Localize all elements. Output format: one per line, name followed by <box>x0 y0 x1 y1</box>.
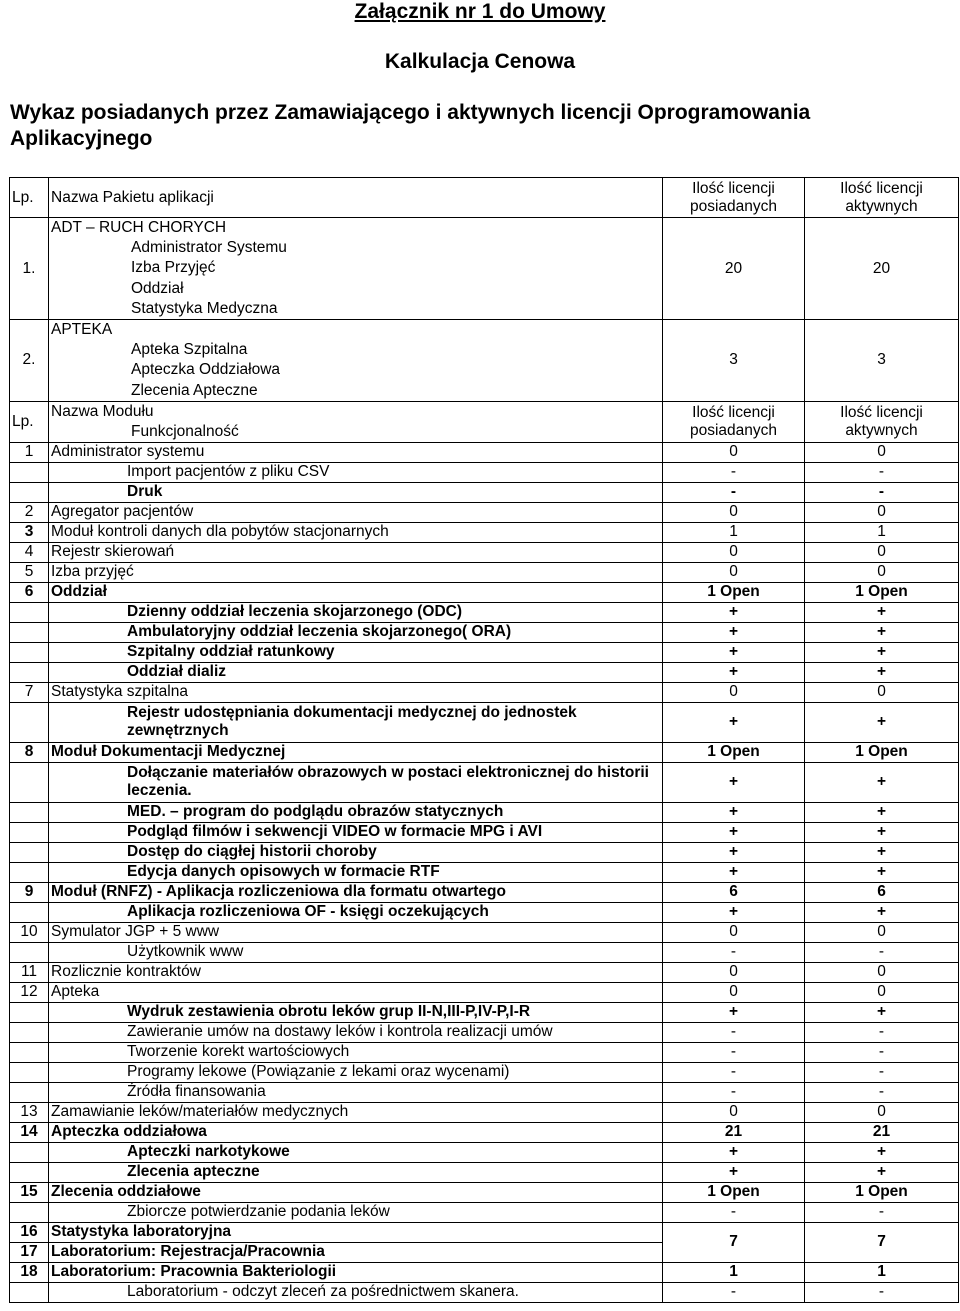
table-row <box>10 462 959 482</box>
package-row <box>10 320 959 402</box>
table-row <box>10 522 959 542</box>
owned-count: - <box>663 1062 805 1082</box>
active-count: 21 <box>805 1122 959 1142</box>
row-lp: 14 <box>10 1122 49 1142</box>
row-lp: 15 <box>10 1182 49 1202</box>
table-row <box>10 622 959 642</box>
section-heading: Wykaz posiadanych przez Zamawiającego i aktywnych licencji Oprogramowania Aplikacyjnego <box>10 101 811 150</box>
table-row <box>10 1142 959 1162</box>
table-row <box>10 542 959 562</box>
row-lp: 16 <box>10 1222 49 1242</box>
owned-count: + <box>663 862 805 882</box>
owned-count: + <box>663 1142 805 1162</box>
module-name: Statystyka szpitalna <box>49 682 663 702</box>
active-count: 0 <box>805 982 959 1002</box>
table-row <box>10 562 959 582</box>
row-lp: 3 <box>10 522 49 542</box>
functionality-name: Szpitalny oddział ratunkowy <box>49 642 663 662</box>
table-row <box>10 942 959 962</box>
owned-count: 0 <box>663 442 805 462</box>
table-row <box>10 442 959 462</box>
package-name: ADT – RUCH CHORYCH <box>51 219 227 236</box>
owned-count: 0 <box>663 562 805 582</box>
active-count: 6 <box>805 882 959 902</box>
row-lp <box>10 662 49 682</box>
owned-count: - <box>663 1082 805 1102</box>
row-lp <box>10 1022 49 1042</box>
functionality-name: Programy lekowe (Powiązanie z lekami oraz wycenami) <box>49 1062 663 1082</box>
active-count: + <box>805 762 959 802</box>
header-active: Ilość licencji aktywnych <box>805 401 959 442</box>
row-lp: 7 <box>10 682 49 702</box>
owned-count: - <box>663 1042 805 1062</box>
table-row <box>10 582 959 602</box>
table-row <box>10 1062 959 1082</box>
functionality-name: Import pacjentów z pliku CSV <box>49 462 663 482</box>
table-row <box>10 1202 959 1222</box>
active-count: + <box>805 842 959 862</box>
module-name: Administrator systemu <box>49 442 663 462</box>
table-row <box>10 1082 959 1102</box>
owned-count: - <box>663 462 805 482</box>
package-item: Oddział <box>131 279 184 297</box>
functionality-name: Zawieranie umów na dostawy leków i kontrola realizacji umów <box>49 1022 663 1042</box>
module-name: Symulator JGP + 5 www <box>49 922 663 942</box>
active-count: 1 Open <box>805 742 959 762</box>
module-name: Apteczka oddziałowa <box>49 1122 663 1142</box>
owned-count: + <box>663 662 805 682</box>
row-lp <box>10 1082 49 1102</box>
active-count: 1 <box>805 522 959 542</box>
owned-count: + <box>663 602 805 622</box>
table-row <box>10 482 959 502</box>
module-name: Apteka <box>49 982 663 1002</box>
row-lp: 8 <box>10 742 49 762</box>
package-active: 3 <box>805 320 959 402</box>
active-count: + <box>805 862 959 882</box>
row-lp: 1 <box>10 442 49 462</box>
row-lp <box>10 602 49 622</box>
row-lp <box>10 702 49 742</box>
module-name: Zamawianie leków/materiałów medycznych <box>49 1102 663 1122</box>
table-row <box>10 842 959 862</box>
owned-count: - <box>663 1202 805 1222</box>
module-name: Statystyka laboratoryjna <box>49 1222 663 1242</box>
active-count: + <box>805 1002 959 1022</box>
row-lp <box>10 1062 49 1082</box>
owned-count: 0 <box>663 682 805 702</box>
table-row <box>10 902 959 922</box>
owned-count: 0 <box>663 1102 805 1122</box>
active-count: 0 <box>805 562 959 582</box>
owned-count: + <box>663 822 805 842</box>
header-lp: Lp. <box>10 401 49 442</box>
owned-count: 0 <box>663 922 805 942</box>
active-count: + <box>805 1142 959 1162</box>
active-count: + <box>805 902 959 922</box>
active-count: - <box>805 482 959 502</box>
row-lp <box>10 642 49 662</box>
functionality-name: Użytkownik www <box>49 942 663 962</box>
header-package-name: Nazwa Pakietu aplikacji <box>49 178 663 218</box>
package-item: Apteka Szpitalna <box>131 341 248 359</box>
package-name-cell <box>49 320 663 402</box>
owned-count: + <box>663 842 805 862</box>
package-lp: 2. <box>10 320 49 402</box>
table-row <box>10 1042 959 1062</box>
functionality-name: Edycja danych opisowych w formacie RTF <box>49 862 663 882</box>
row-lp: 4 <box>10 542 49 562</box>
package-row <box>10 218 959 320</box>
table-row <box>10 702 959 742</box>
active-count: 0 <box>805 1102 959 1122</box>
module-header-row <box>10 401 959 442</box>
header-module-cell <box>49 401 663 442</box>
active-count: 0 <box>805 502 959 522</box>
package-name-cell <box>49 218 663 320</box>
module-name: Rejestr skierowań <box>49 542 663 562</box>
table-row <box>10 1222 959 1242</box>
header-functionality: Funkcjonalność <box>131 422 239 440</box>
table-row <box>10 802 959 822</box>
owned-count: + <box>663 762 805 802</box>
active-count: + <box>805 662 959 682</box>
table-row <box>10 1122 959 1142</box>
row-lp: 5 <box>10 562 49 582</box>
row-lp <box>10 1202 49 1222</box>
owned-count: 1 Open <box>663 1182 805 1202</box>
package-lp: 1. <box>10 218 49 320</box>
functionality-name: Apteczki narkotykowe <box>49 1142 663 1162</box>
row-lp <box>10 622 49 642</box>
table-row <box>10 642 959 662</box>
owned-count: + <box>663 702 805 742</box>
active-count: 1 Open <box>805 582 959 602</box>
owned-count: 1 Open <box>663 582 805 602</box>
module-name: Oddział <box>49 582 663 602</box>
header-owned: Ilość licencji posiadanych <box>663 401 805 442</box>
active-count: 0 <box>805 442 959 462</box>
active-count: 0 <box>805 962 959 982</box>
row-lp: 9 <box>10 882 49 902</box>
active-count: - <box>805 1202 959 1222</box>
active-count: + <box>805 1162 959 1182</box>
row-lp: 18 <box>10 1262 49 1282</box>
package-owned: 3 <box>663 320 805 402</box>
row-lp <box>10 802 49 822</box>
row-lp <box>10 1162 49 1182</box>
package-item: Administrator Systemu <box>131 239 287 257</box>
row-lp <box>10 1042 49 1062</box>
owned-count: 7 <box>663 1222 805 1262</box>
table-row <box>10 762 959 802</box>
document-subtitle: Kalkulacja Cenowa <box>384 50 576 73</box>
module-name: Izba przyjęć <box>49 562 663 582</box>
owned-count: + <box>663 1162 805 1182</box>
owned-count: + <box>663 902 805 922</box>
owned-count: 0 <box>663 542 805 562</box>
functionality-name: Zbiorcze potwierdzanie podania leków <box>49 1202 663 1222</box>
header-active: Ilość licencji aktywnych <box>805 178 959 218</box>
functionality-name: Druk <box>49 482 663 502</box>
owned-count: 1 <box>663 522 805 542</box>
functionality-name: Źródła finansowania <box>49 1082 663 1102</box>
table-row <box>10 1022 959 1042</box>
owned-count: 0 <box>663 502 805 522</box>
owned-count: + <box>663 642 805 662</box>
active-count: + <box>805 622 959 642</box>
table-row <box>10 1002 959 1022</box>
module-name: Moduł kontroli danych dla pobytów stacjonarnych <box>49 522 663 542</box>
functionality-name: Tworzenie korekt wartościowych <box>49 1042 663 1062</box>
row-lp <box>10 462 49 482</box>
module-name: Rozlicznie kontraktów <box>49 962 663 982</box>
row-lp: 17 <box>10 1242 49 1262</box>
table-row <box>10 1182 959 1202</box>
package-item: Statystyka Medyczna <box>131 299 278 317</box>
package-header-row <box>10 178 959 218</box>
functionality-name: Oddział dializ <box>49 662 663 682</box>
functionality-name: Dołączanie materiałów obrazowych w postaci elektronicznej do historii leczenia. <box>49 762 663 802</box>
row-lp: 11 <box>10 962 49 982</box>
row-lp: 12 <box>10 982 49 1002</box>
active-count: + <box>805 602 959 622</box>
module-name: Laboratorium: Pracownia Bakteriologii <box>49 1262 663 1282</box>
row-lp <box>10 1002 49 1022</box>
table-row <box>10 882 959 902</box>
owned-count: - <box>663 942 805 962</box>
table-row <box>10 862 959 882</box>
functionality-name: Rejestr udostępniania dokumentacji medycznej do jednostek zewnętrznych <box>49 702 663 742</box>
functionality-name: Laboratorium - odczyt zleceń za pośrednictwem skanera. <box>49 1282 663 1302</box>
active-count: 0 <box>805 682 959 702</box>
owned-count: + <box>663 1002 805 1022</box>
functionality-name: Dzienny oddział leczenia skojarzonego (ODC) <box>49 602 663 622</box>
owned-count: + <box>663 802 805 822</box>
table-row <box>10 1162 959 1182</box>
row-lp: 10 <box>10 922 49 942</box>
module-name: Moduł (RNFZ) - Aplikacja rozliczeniowa dla formatu otwartego <box>49 882 663 902</box>
active-count: 1 Open <box>805 1182 959 1202</box>
active-count: - <box>805 1022 959 1042</box>
functionality-name: Dostęp do ciągłej historii choroby <box>49 842 663 862</box>
table-row <box>10 662 959 682</box>
package-owned: 20 <box>663 218 805 320</box>
row-lp: 2 <box>10 502 49 522</box>
table-row <box>10 682 959 702</box>
table-row <box>10 962 959 982</box>
owned-count: 1 <box>663 1262 805 1282</box>
row-lp: 13 <box>10 1102 49 1122</box>
row-lp <box>10 482 49 502</box>
package-active: 20 <box>805 218 959 320</box>
row-lp <box>10 762 49 802</box>
row-lp <box>10 1142 49 1162</box>
table-row <box>10 742 959 762</box>
table-row <box>10 1102 959 1122</box>
owned-count: - <box>663 1022 805 1042</box>
row-lp <box>10 1282 49 1302</box>
table-row <box>10 1282 959 1302</box>
table-row <box>10 502 959 522</box>
active-count: 0 <box>805 922 959 942</box>
table-row <box>10 982 959 1002</box>
active-count: + <box>805 802 959 822</box>
active-count: - <box>805 462 959 482</box>
active-count: - <box>805 1062 959 1082</box>
active-count: - <box>805 1042 959 1062</box>
package-item: Apteczka Oddziałowa <box>131 361 281 379</box>
row-lp <box>10 862 49 882</box>
functionality-name: Zlecenia apteczne <box>49 1162 663 1182</box>
active-count: - <box>805 1082 959 1102</box>
table-row <box>10 822 959 842</box>
owned-count: 6 <box>663 882 805 902</box>
functionality-name: MED. – program do podglądu obrazów statycznych <box>49 802 663 822</box>
module-name: Zlecenia oddziałowe <box>49 1182 663 1202</box>
module-name: Moduł Dokumentacji Medycznej <box>49 742 663 762</box>
active-count: - <box>805 1282 959 1302</box>
table-row <box>10 1262 959 1282</box>
document-title: Załącznik nr 1 do Umowy <box>354 0 606 23</box>
functionality-name: Podgląd filmów i sekwencji VIDEO w formacie MPG i AVI <box>49 822 663 842</box>
header-module-name: Nazwa Modułu <box>51 402 154 420</box>
active-count: 7 <box>805 1222 959 1262</box>
owned-count: 1 Open <box>663 742 805 762</box>
functionality-name: Ambulatoryjny oddział leczenia skojarzonego( ORA) <box>49 622 663 642</box>
row-lp <box>10 942 49 962</box>
active-count: 1 <box>805 1262 959 1282</box>
package-item: Zlecenia Apteczne <box>131 381 258 399</box>
functionality-name: Wydruk zestawienia obrotu leków grup II-N,III-P,IV-P,I-R <box>49 1002 663 1022</box>
license-table <box>9 177 959 1303</box>
owned-count: 21 <box>663 1122 805 1142</box>
active-count: - <box>805 942 959 962</box>
row-lp <box>10 842 49 862</box>
row-lp <box>10 902 49 922</box>
package-item: Izba Przyjęć <box>131 259 216 277</box>
functionality-name: Aplikacja rozliczeniowa OF - księgi oczekujących <box>49 902 663 922</box>
owned-count: 0 <box>663 962 805 982</box>
active-count: 0 <box>805 542 959 562</box>
owned-count: - <box>663 482 805 502</box>
table-row <box>10 922 959 942</box>
active-count: + <box>805 642 959 662</box>
owned-count: + <box>663 622 805 642</box>
active-count: + <box>805 822 959 842</box>
table-row <box>10 602 959 622</box>
module-name: Agregator pacjentów <box>49 502 663 522</box>
header-lp: Lp. <box>10 178 49 218</box>
module-name: Laboratorium: Rejestracja/Pracownia <box>49 1242 663 1262</box>
package-name: APTEKA <box>51 321 113 339</box>
owned-count: - <box>663 1282 805 1302</box>
row-lp: 6 <box>10 582 49 602</box>
owned-count: 0 <box>663 982 805 1002</box>
row-lp <box>10 822 49 842</box>
active-count: + <box>805 702 959 742</box>
header-owned: Ilość licencji posiadanych <box>663 178 805 218</box>
